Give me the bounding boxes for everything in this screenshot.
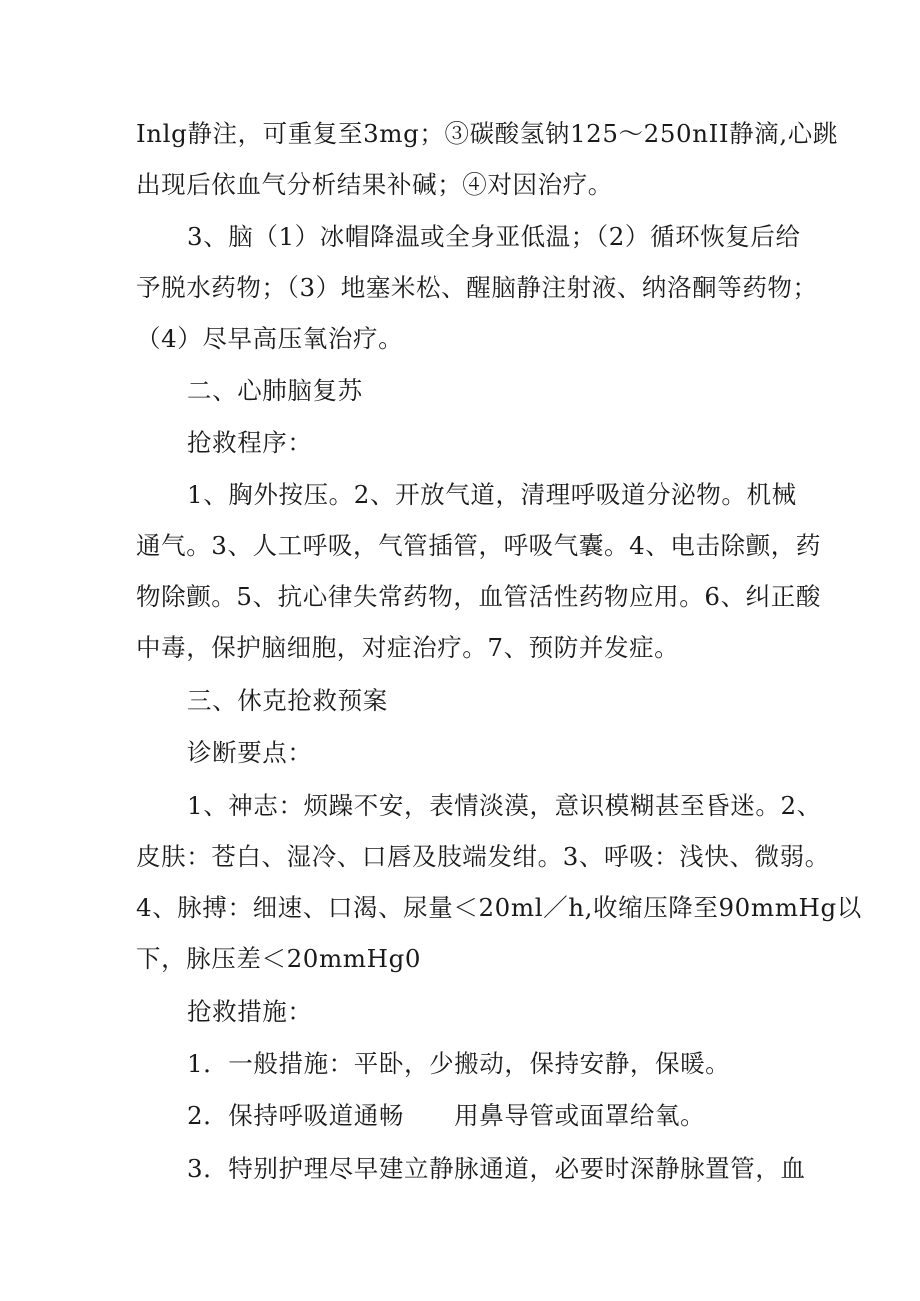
subheading-rescue-procedure [136, 417, 796, 468]
text-line: 三、休克抢救预案 [187, 686, 388, 715]
text-line: 3、脑（1）冰帽降温或全身亚低温；（2）循环恢复后给 [187, 222, 801, 251]
text-line: 抢救程序： [187, 428, 313, 457]
subheading-diagnosis [136, 727, 796, 778]
paragraph-airway [136, 1090, 796, 1141]
text-line: 物除颤。5、抗心律失常药物，血管活性药物应用。6、纠正酸 [136, 582, 821, 611]
section-heading-shock [136, 675, 796, 726]
text-line: （4）尽早高压氧治疗。 [136, 324, 404, 353]
text-line: 4、脉搏：细速、口渴、尿量＜20ml／h,收缩压降至90mmHg以 [136, 893, 862, 922]
text-line: 予脱水药物；（3）地塞米松、醒脑静注射液、纳洛酮等药物； [136, 273, 818, 302]
text-line: 二、心肺脑复苏 [187, 376, 363, 405]
paragraph-diagnosis-points [136, 780, 862, 984]
text-line: 皮肤：苍白、湿冷、口唇及肢端发绀。3、呼吸：浅快、微弱。 [136, 842, 830, 871]
text-line: 诊断要点： [187, 738, 313, 767]
subheading-rescue-measures [136, 986, 796, 1037]
paragraph-brain-treatment [136, 211, 818, 364]
paragraph-special-care [136, 1143, 806, 1194]
text-line: 2．保持呼吸道通畅 用鼻导管或面罩给氧。 [187, 1101, 706, 1130]
text-line: 下，脉压差＜20mmHg0 [136, 944, 422, 973]
paragraph-drug-therapy [136, 108, 838, 210]
text-line: Inlg静注，可重复至3mg；③碳酸氢钠125～250nII静滴,心跳 [136, 119, 838, 148]
text-line: 中毒，保护脑细胞，对症治疗。7、预防并发症。 [136, 633, 680, 662]
text-line: 通气。3、人工呼吸，气管插管，呼吸气囊。4、电击除颤，药 [136, 531, 821, 560]
text-line: 3．特别护理尽早建立静脉通道，必要时深静脉置管，血 [187, 1154, 806, 1183]
text-line: 出现后依血气分析结果补碱；④对因治疗。 [136, 170, 613, 199]
text-line: 抢救措施： [187, 997, 313, 1026]
text-line: 1、神志：烦躁不安，表情淡漠，意识模糊甚至昏迷。2、 [187, 791, 822, 820]
paragraph-cpr-steps [136, 469, 821, 673]
text-line: 1、胸外按压。2、开放气道，清理呼吸道分泌物。机械 [187, 480, 797, 509]
paragraph-general-measures [136, 1038, 796, 1089]
section-heading-cpr [136, 365, 796, 416]
text-line: 1．一般措施：平卧，少搬动，保持安静，保暖。 [187, 1049, 731, 1078]
